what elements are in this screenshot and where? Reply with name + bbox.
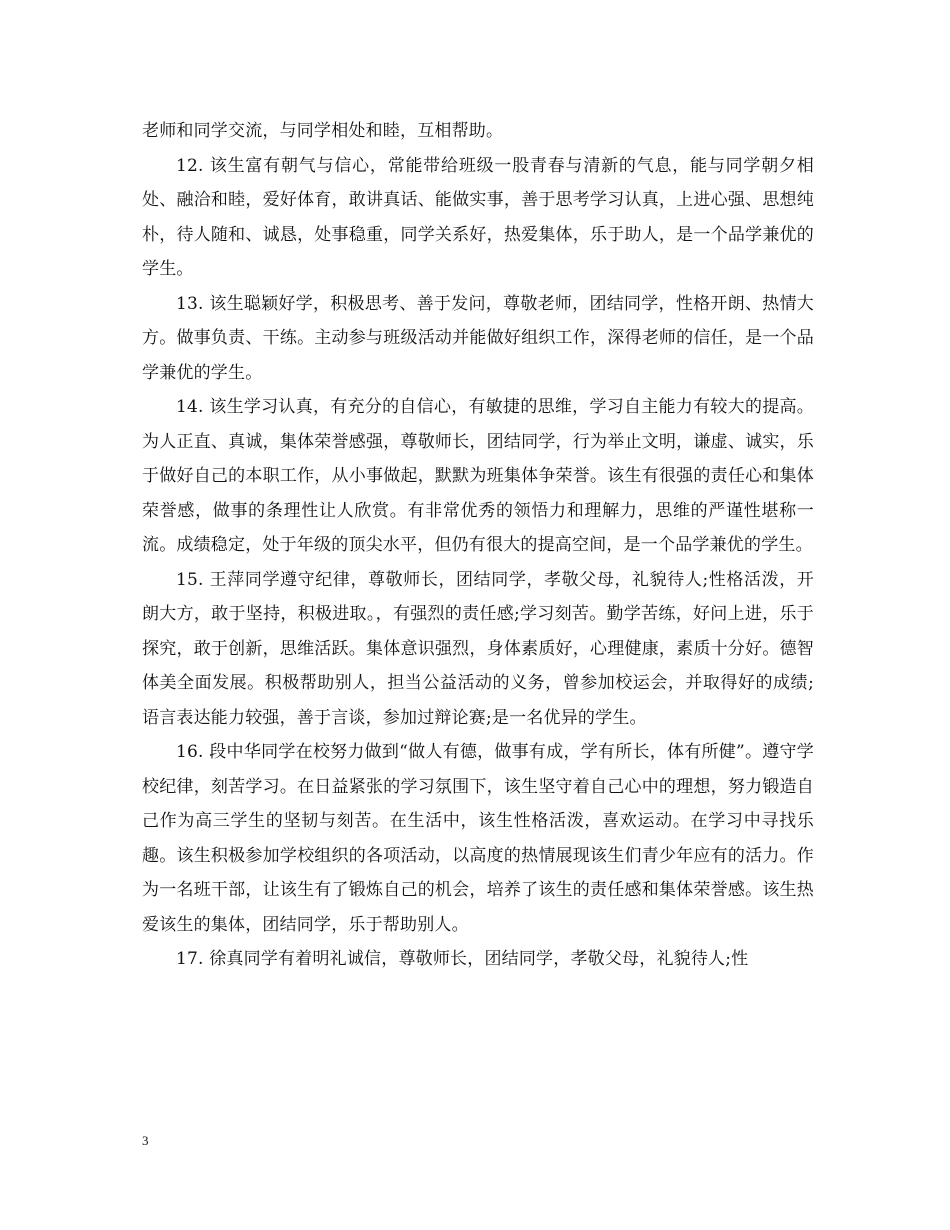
paragraph-item-17: 17. 徐真同学有着明礼诚信，尊敬师长，团结同学，孝敬父母，礼貌待人;性 <box>176 949 749 969</box>
document-body <box>142 114 814 977</box>
paragraph-item-14: 14. 该生学习认真，有充分的自信心，有敏捷的思维，学习自主能力有较大的提高。为人正直、真诚，集体荣誉感强，尊敬师长，团结同学，行为举止文明，谦虚、诚实，乐于做好自己的本职工作，从小事做起，默默为班集体争荣誉。该生有很强的责任心和集体荣誉感，做事的条理性让人欣赏。有非常优秀的领悟力和理解力，思维的严谨性堪称一流。成绩稳定，处于年级的顶尖水平，但仍有很大的提高空间，是一个品学兼优的学生。 <box>142 397 814 555</box>
paragraph-item-13: 13. 该生聪颖好学，积极思考、善于发问，尊敬老师，团结同学，性格开朗、热情大方。做事负责、干练。主动参与班级活动并能做好组织工作，深得老师的信任，是一个品学兼优的学生。 <box>142 293 814 383</box>
paragraph-item-15: 15. 王萍同学遵守纪律，尊敬师长，团结同学，孝敬父母，礼貌待人;性格活泼，开朗大方，敢于坚持，积极进取。，有强烈的责任感;学习刻苦。勤学苦练，好问上进，乐于探究，敢于创新，思维活跃。集体意识强烈，身体素质好，心理健康，素质十分好。德智体美全面发展。积极帮助别人，担当公益活动的义务，曾参加校运会，并取得好的成绩;语言表达能力较强，善于言谈，参加过辩论赛;是一名优异的学生。 <box>142 569 814 728</box>
paragraph-item-16: 16. 段中华同学在校努力做到“做人有德，做事有成，学有所长，体有所健”。遵守学校纪律，刻苦学习。在日益紧张的学习氛围下，该生坚守着自己心中的理想，努力锻造自己作为高三学生的坚韧与刻苦。在生活中，该生性格活泼，喜欢运动。在学习中寻找乐趣。该生积极参加学校组织的各项活动，以高度的热情展现该生们青少年应有的活力。作为一名班干部，让该生有了锻炼自己的机会，培养了该生的责任感和集体荣誉感。该生热爱该生的集体，团结同学，乐于帮助别人。 <box>142 742 814 935</box>
paragraph-item-12: 12. 该生富有朝气与信心，常能带给班级一股青春与清新的气息，能与同学朝夕相处、融洽和睦，爱好体育，敢讲真话、能做实事，善于思考学习认真，上进心强、思想纯朴，待人随和、诚恳，处事稳重，同学关系好，热爱集体，乐于助人，是一个品学兼优的学生。 <box>142 155 814 279</box>
paragraph-continuation: 老师和同学交流，与同学相处和睦，互相帮助。 <box>142 121 504 141</box>
page-number: 3 <box>142 1133 149 1148</box>
